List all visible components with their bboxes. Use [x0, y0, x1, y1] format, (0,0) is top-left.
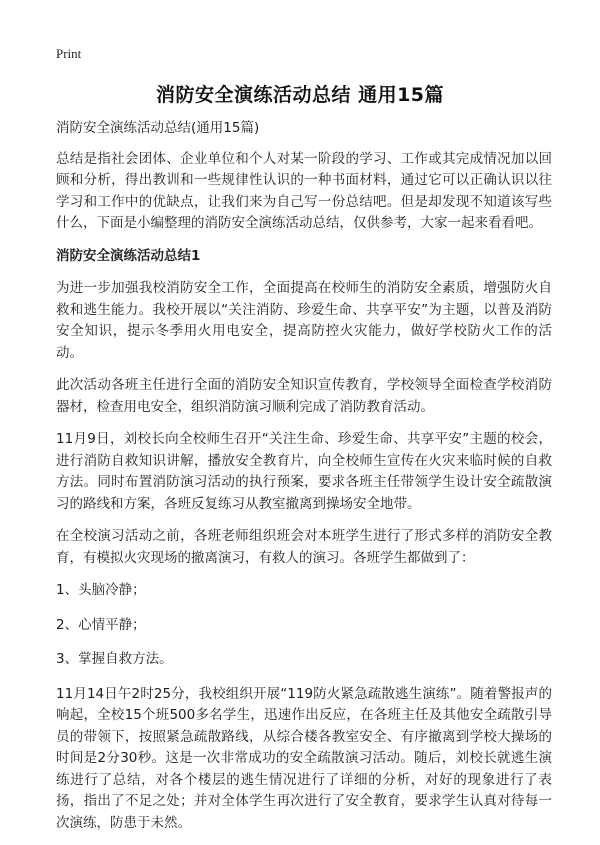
page-title: 消防安全演练活动总结 通用15篇: [155, 84, 445, 106]
print-label: Print: [56, 46, 82, 61]
body-paragraph: 在全校演习活动之前，各班老师组织班会对本班学生进行了形式多样的消防安全教育，有模拟火灾现场的撤离演习，有救人的演习。各班学生都做到了：: [56, 528, 552, 566]
body-paragraph: 此次活动各班主任进行全面的消防安全知识宣传教育，学校领导全面检查学校消防器材，检查用电安全，组织消防演习顺利完成了消防教育活动。: [56, 377, 552, 415]
intro-paragraph: 总结是指社会团体、企业单位和个人对某一阶段的学习、工作或其完成情况加以回顾和分析，得出教训和一些规律性认识的一种书面材料，通过它可以正确认识以往学习和工作中的优缺点，让我们来为自己写一份总结吧。但是却发现不知道该写些什么，下面是小编整理的消防安全演练活动总结，仅供参考，大家一起来看看吧。: [56, 150, 552, 231]
body-paragraph: 11月9日，刘校长向全校师生召开“关注生命、珍爱生命、共享平安”主题的校会，进行消防自救知识讲解，播放安全教育片，向全校师生宣传在火灾来临时候的自救方法。同时布置消防演习活动的执行预案，要求各班主任带领学生设计安全疏散演习的路线和方案，各班反复练习从教室撤离到操场安全地带。: [56, 431, 552, 512]
section-heading: 消防安全演练活动总结1: [56, 247, 201, 264]
closing-paragraph: 11月14日午2时25分，我校组织开展“119防火紧急疏散逃生演练”。随着警报声的响起，全校15个班500多名学生，迅速作出反应，在各班主任及其他安全疏散引导员的带领下，按照紧急疏散路线，从综合楼各教室安全、有序撤离到学校大操场的时间是2分30秒。这是一次非常成功的安全疏散演习活动。随后，刘校长就逃生演练进行了总结，对各个楼层的逃生情况进行了详细的分析，对好的现象进行了表扬，指出了不足之处；并对全体学生再次进行了安全教育，要求学生认真对待每一次演练，防患于未然。: [56, 685, 552, 831]
list-item: 1、头脑冷静；: [56, 582, 146, 598]
document-body: [56, 118, 552, 845]
list-item: 2、心情平静；: [56, 616, 146, 633]
document-subtitle: 消防安全演练活动总结(通用15篇): [56, 120, 260, 136]
list-item: 3、掌握自救方法。: [56, 651, 173, 667]
body-paragraph: 为进一步加强我校消防安全工作，全面提高在校师生的消防安全素质，增强防火自救和逃生能力。我校开展以“关注消防、珍爱生命、共享平安”为主题，以普及消防安全知识，提示冬季用火用电安全，提高防控火灾能力，做好学校防火工作的活动。: [56, 280, 552, 361]
